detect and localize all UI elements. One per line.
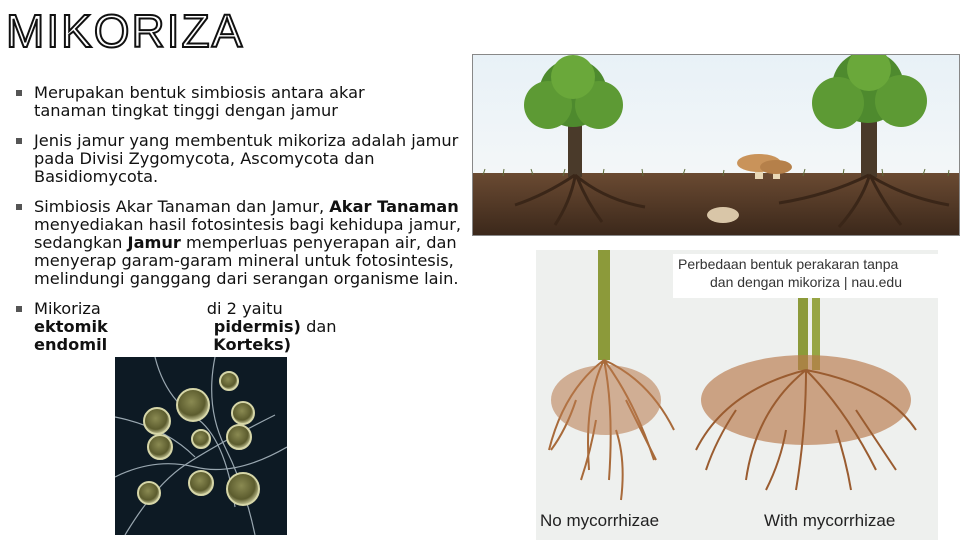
roots-comparison-photo (536, 250, 938, 540)
bullet-text: di 2 yaitu (206, 299, 283, 318)
no-mycorrhizae-label: No mycorrhizae (540, 511, 660, 530)
with-mycorrhizae-label: With mycorrhizae (764, 511, 896, 530)
square-bullet-icon (16, 90, 22, 96)
slide-title: MIKORIZA (6, 5, 245, 57)
bullet-text: Mikoriza (34, 299, 101, 318)
square-bullet-icon (16, 204, 22, 210)
roots-caption-line1: Perbedaan bentuk perakaran tanpa (678, 256, 899, 272)
square-bullet-icon (16, 138, 22, 144)
tree-illustration-svg (473, 55, 960, 236)
bullet-bold-text: Korteks) (213, 335, 292, 354)
bullet-text: menyediakan hasil fotosintesis bagi kehidupa jamur, sedangkan (34, 215, 461, 252)
bullet-bold-text: Jamur (127, 233, 181, 252)
bullet-list (14, 84, 482, 366)
bullet-bold-text: Akar Tanaman (329, 197, 459, 216)
square-bullet-icon (16, 306, 22, 312)
bullet-bold-text: ektomik (34, 317, 108, 336)
bullet-text: Merupakan bentuk simbiosis antara akar tanaman tingkat tinggi dengan jamur (34, 83, 365, 120)
mycorrhiza-spores-micrograph (115, 357, 287, 535)
roots-caption-line2: dan dengan mikoriza | nau.edu (710, 274, 902, 290)
micrograph-svg (115, 357, 287, 535)
bullet-bold-text: endomil (34, 335, 108, 354)
bullet-item (14, 300, 434, 354)
bullet-text: dan (300, 317, 337, 336)
tree-mycorrhiza-illustration (472, 54, 960, 236)
bullet-item (14, 198, 484, 288)
bullet-text: memperluas penyerapan air, dan menyerap garam-garam mineral untuk fotosintesis, melindungi ganggang dari serangan organisme lain. (34, 233, 459, 288)
bullet-text: Jenis jamur yang membentuk mikoriza adalah jamur pada Divisi Zygomycota, Ascomycota dan Basidiomycota. (34, 131, 459, 186)
bullet-item (14, 84, 434, 120)
bullet-bold-text: pidermis) (213, 317, 301, 336)
bullet-item (14, 132, 484, 186)
bullet-text: Simbiosis Akar Tanaman dan Jamur, (34, 197, 330, 216)
